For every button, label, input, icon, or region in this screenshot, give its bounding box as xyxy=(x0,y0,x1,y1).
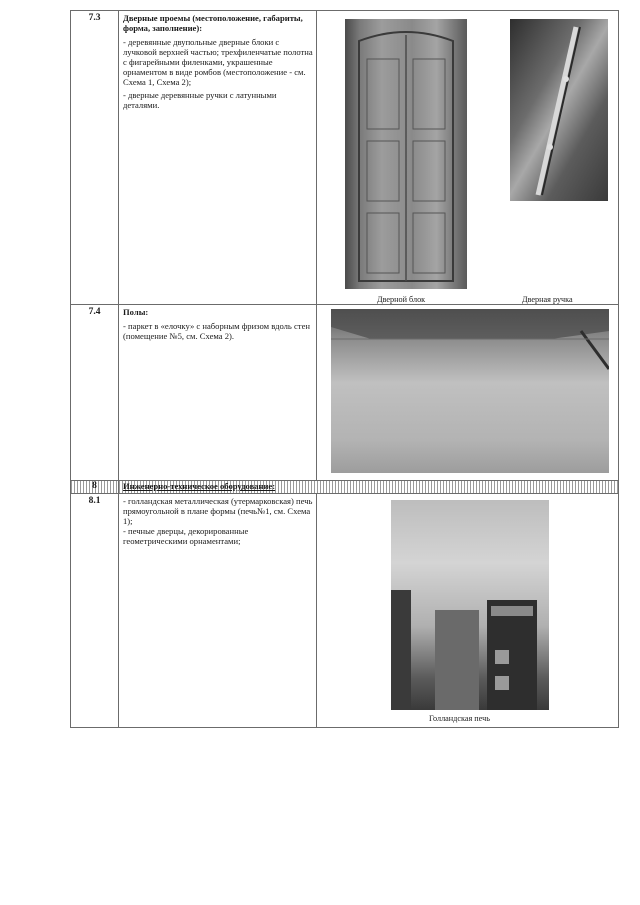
parquet-floor-photo xyxy=(331,309,609,473)
row-number: 7.4 xyxy=(71,305,119,481)
row-paragraph: - дверные деревянные ручки с латунными деталями. xyxy=(123,90,277,110)
row-photos xyxy=(317,11,619,305)
row-description xyxy=(119,494,317,728)
door-handle-photo-icon xyxy=(510,19,608,201)
row-paragraph: - печные дверцы, декорированные геометрическими орнаментами; xyxy=(123,526,249,546)
row-description xyxy=(119,305,317,481)
table-row xyxy=(71,11,619,305)
row-number: 8.1 xyxy=(71,494,119,728)
door-photo-icon xyxy=(345,19,467,289)
section-header-row xyxy=(71,481,619,494)
row-paragraph: - паркет в «елочку» с наборным фризом вдоль стен (помещение №5, см. Схема 2). xyxy=(123,321,310,341)
row-heading: Дверные проемы (местоположение, габариты, форма, заполнение): xyxy=(123,13,303,33)
row-number: 7.3 xyxy=(71,11,119,305)
parquet-floor-photo-icon xyxy=(331,309,609,473)
table-row xyxy=(71,305,619,481)
row-number: 8 xyxy=(71,481,119,494)
photo-caption: Дверной блок xyxy=(377,295,426,304)
row-description xyxy=(119,11,317,305)
table-row xyxy=(71,494,619,728)
door-photo xyxy=(345,19,467,289)
section-heading: Инженерно-техническое оборудование: xyxy=(119,481,619,494)
specification-table xyxy=(70,10,619,728)
document-sheet xyxy=(70,10,608,728)
row-paragraph: - деревянные двупольные дверные блоки с лучковой верхней частью; трехфиленчатые полотна с фигарейными филенками, украшенные орнаментом в виде ромбов (местоположение - см. Схема 1, Схема 2); xyxy=(123,37,313,87)
dutch-stove-photo-icon xyxy=(391,500,549,710)
dutch-stove-photo xyxy=(391,500,549,710)
door-handle-photo xyxy=(510,19,608,201)
row-paragraph: - голландская металлическая (утермарковская) печь прямоугольной в плане формы (печь№1, см. Схема 1); xyxy=(123,496,313,526)
photo-caption: Голландская печь xyxy=(429,714,490,723)
row-photos xyxy=(317,305,619,481)
row-photos xyxy=(317,494,619,728)
row-heading: Полы: xyxy=(123,307,149,317)
photo-caption: Дверная ручка xyxy=(522,295,573,304)
